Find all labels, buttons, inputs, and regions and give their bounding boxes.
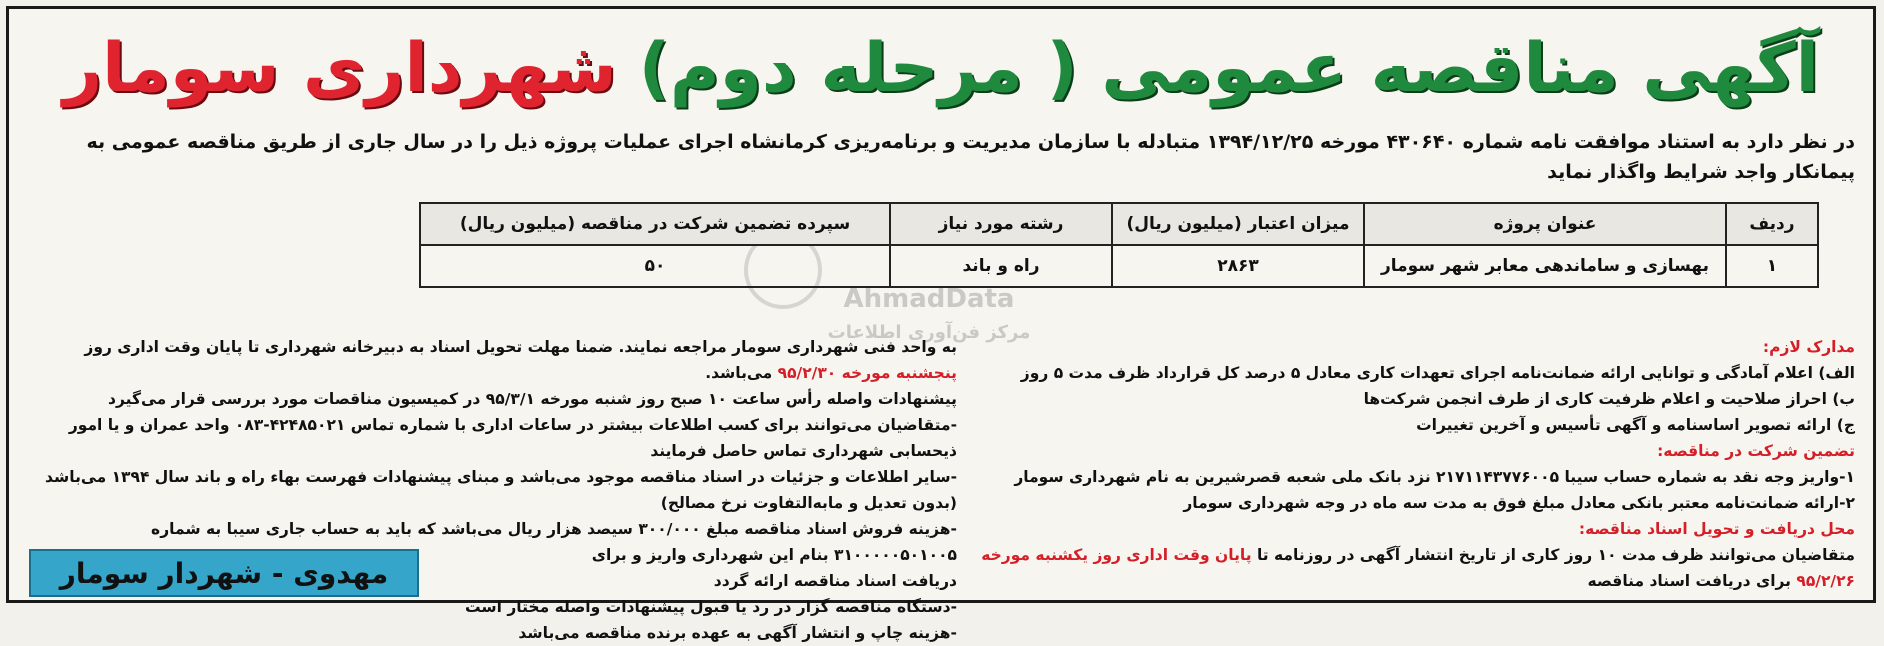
other-details: -سایر اطلاعات و جزئیات در اسناد مناقصه موجود می‌باشد و مبنای پیشنهادات فهرست بهاء راه و باند سال ۱۳۹۴ می‌باشد (بدون تعدیل و مابه‌التفاوت نرخ مصالح) (45, 468, 957, 512)
contact-info: -متقاضیان می‌توانند برای کسب اطلاعات بیشتر در ساعات اداری با شماره تماس ۴۲۴۸۵۰۲۱-۰۸۳ واحد عمران و یا امور ذیحسابی شهرداری تماس حاصل فرمایند (68, 416, 957, 460)
section-required-docs: مدارک لازم: (1762, 338, 1855, 356)
cell-credit: ۲۸۶۳ (1112, 245, 1364, 287)
deadline-text-a: متقاضیان می‌توانند ظرف مدت ۱۰ روز کاری از تاریخ انتشار آگهی در روزنامه تا (1256, 546, 1855, 564)
watermark-line: مرکز فن‌آوری اطلاعات (827, 322, 1031, 343)
header-row-number: ردیف (1726, 203, 1818, 245)
table-header-row (420, 203, 1818, 245)
submission-text-a: به واحد فنی شهرداری سومار مراجعه نمایند. ضمنا مهلت تحویل اسناد به دبیرخانه شهرداری تا پایان وقت اداری روز (84, 338, 957, 356)
deadline-date: پایان وقت اداری روز یکشنبه مورخه ۹۵/۲/۲۶ (981, 546, 1855, 590)
title-municipality: شهرداری سومار (63, 29, 617, 108)
signature-box (29, 549, 419, 597)
advertisement-frame (6, 6, 1876, 642)
submission-date: پنجشنبه مورخه ۹۵/۲/۳۰ (777, 364, 957, 382)
right-to-reject: -دستگاه مناقصه گزار در رد یا قبول پیشنهادات واصله مختار است (465, 598, 957, 616)
requirement-a: الف) اعلام آمادگی و توانایی ارائه ضمانت‌نامه اجرای تعهدات کاری معادل ۵ درصد کل قرارداد ظرف مدت ۵ روز (1020, 364, 1855, 382)
intro-line-1: در نظر دارد به استناد موافقت نامه شماره ۴۳۰۶۴۰ مورخه ۱۳۹۴/۱۲/۲۵ متبادله با سازمان مدیریت و برنامه‌ریزی کرمانشاه اجرای عملیات پروژه ذیل را در سال جاری از طریق مناقصه عمومی به (86, 131, 1855, 153)
header-project-title: عنوان پروژه (1364, 203, 1726, 245)
document-fee-cont: دریافت اسناد مناقصه ارائه گردد (713, 572, 957, 590)
table-row (420, 245, 1818, 287)
section-documents-location: محل دریافت و تحویل اسناد مناقصه: (1578, 520, 1855, 538)
opening-session: پیشنهادات واصله رأس ساعت ۱۰ صبح روز شنبه مورخه ۹۵/۳/۱ در کمیسیون مناقصات مورد بررسی قرار می‌گیرد (108, 390, 957, 408)
submission-deadline (27, 334, 957, 386)
deadline-text-c: برای دریافت اسناد مناقصه (1587, 572, 1791, 590)
ad-title (9, 19, 1873, 119)
header-credit: میزان اعتبار (میلیون ریال) (1112, 203, 1364, 245)
details-column (27, 334, 957, 646)
document-fee: -هزینه فروش اسناد مناقصه مبلغ ۳۰۰/۰۰۰ سیصد هزار ریال می‌باشد که باید به حساب جاری سیبا به شماره ۳۱۰۰۰۰۰۵۰۱۰۰۵ بنام این شهرداری واریز و برای (151, 520, 957, 564)
cell-deposit: ۵۰ (420, 245, 890, 287)
title-main: آگهی مناقصه عمومی ( مرحله دوم) (638, 29, 1819, 108)
intro-paragraph (27, 127, 1855, 187)
guarantee-1: ۱-واریز وجه نقد به شماره حساب سیبا ۲۱۷۱۱۴۳۷۷۶۰۰۵ نزد بانک ملی شعبه قصرشیرین به نام شهرداری سومار (1014, 468, 1855, 486)
requirements-column (935, 334, 1855, 594)
project-table (419, 202, 1819, 288)
header-deposit: سپرده تضمین شرکت در مناقصه (میلیون ریال) (420, 203, 890, 245)
documents-deadline (935, 542, 1855, 594)
watermark-brand: AhmadData (843, 284, 1015, 314)
cell-required-field: راه و باند (890, 245, 1112, 287)
publication-cost: -هزینه چاپ و انتشار آگهی به عهده برنده مناقصه می‌باشد (518, 624, 957, 642)
guarantee-2: ۲-ارائه ضمانت‌نامه معتبر بانکی معادل مبلغ فوق به مدت سه ماه در وجه شهرداری سومار (1183, 494, 1855, 512)
signature-text: مهدوی - شهردار سومار (59, 556, 389, 590)
cell-project-title: بهسازی و ساماندهی معابر شهر سومار (1364, 245, 1726, 287)
requirement-b: ب) احراز صلاحیت و اعلام ظرفیت کاری از طرف انجمن شرکت‌ها (1363, 390, 1855, 408)
section-guarantee: تضمین شرکت در مناقصه: (1657, 442, 1855, 460)
header-required-field: رشته مورد نیاز (890, 203, 1112, 245)
intro-line-2: پیمانکار واجد شرایط واگذار نماید (1547, 161, 1855, 183)
submission-text-c: می‌باشد. (705, 364, 773, 382)
cell-row-number: ۱ (1726, 245, 1818, 287)
requirement-c: ج) ارائه تصویر اساسنامه و آگهی تأسیس و آخرین تغییرات (1416, 416, 1855, 434)
